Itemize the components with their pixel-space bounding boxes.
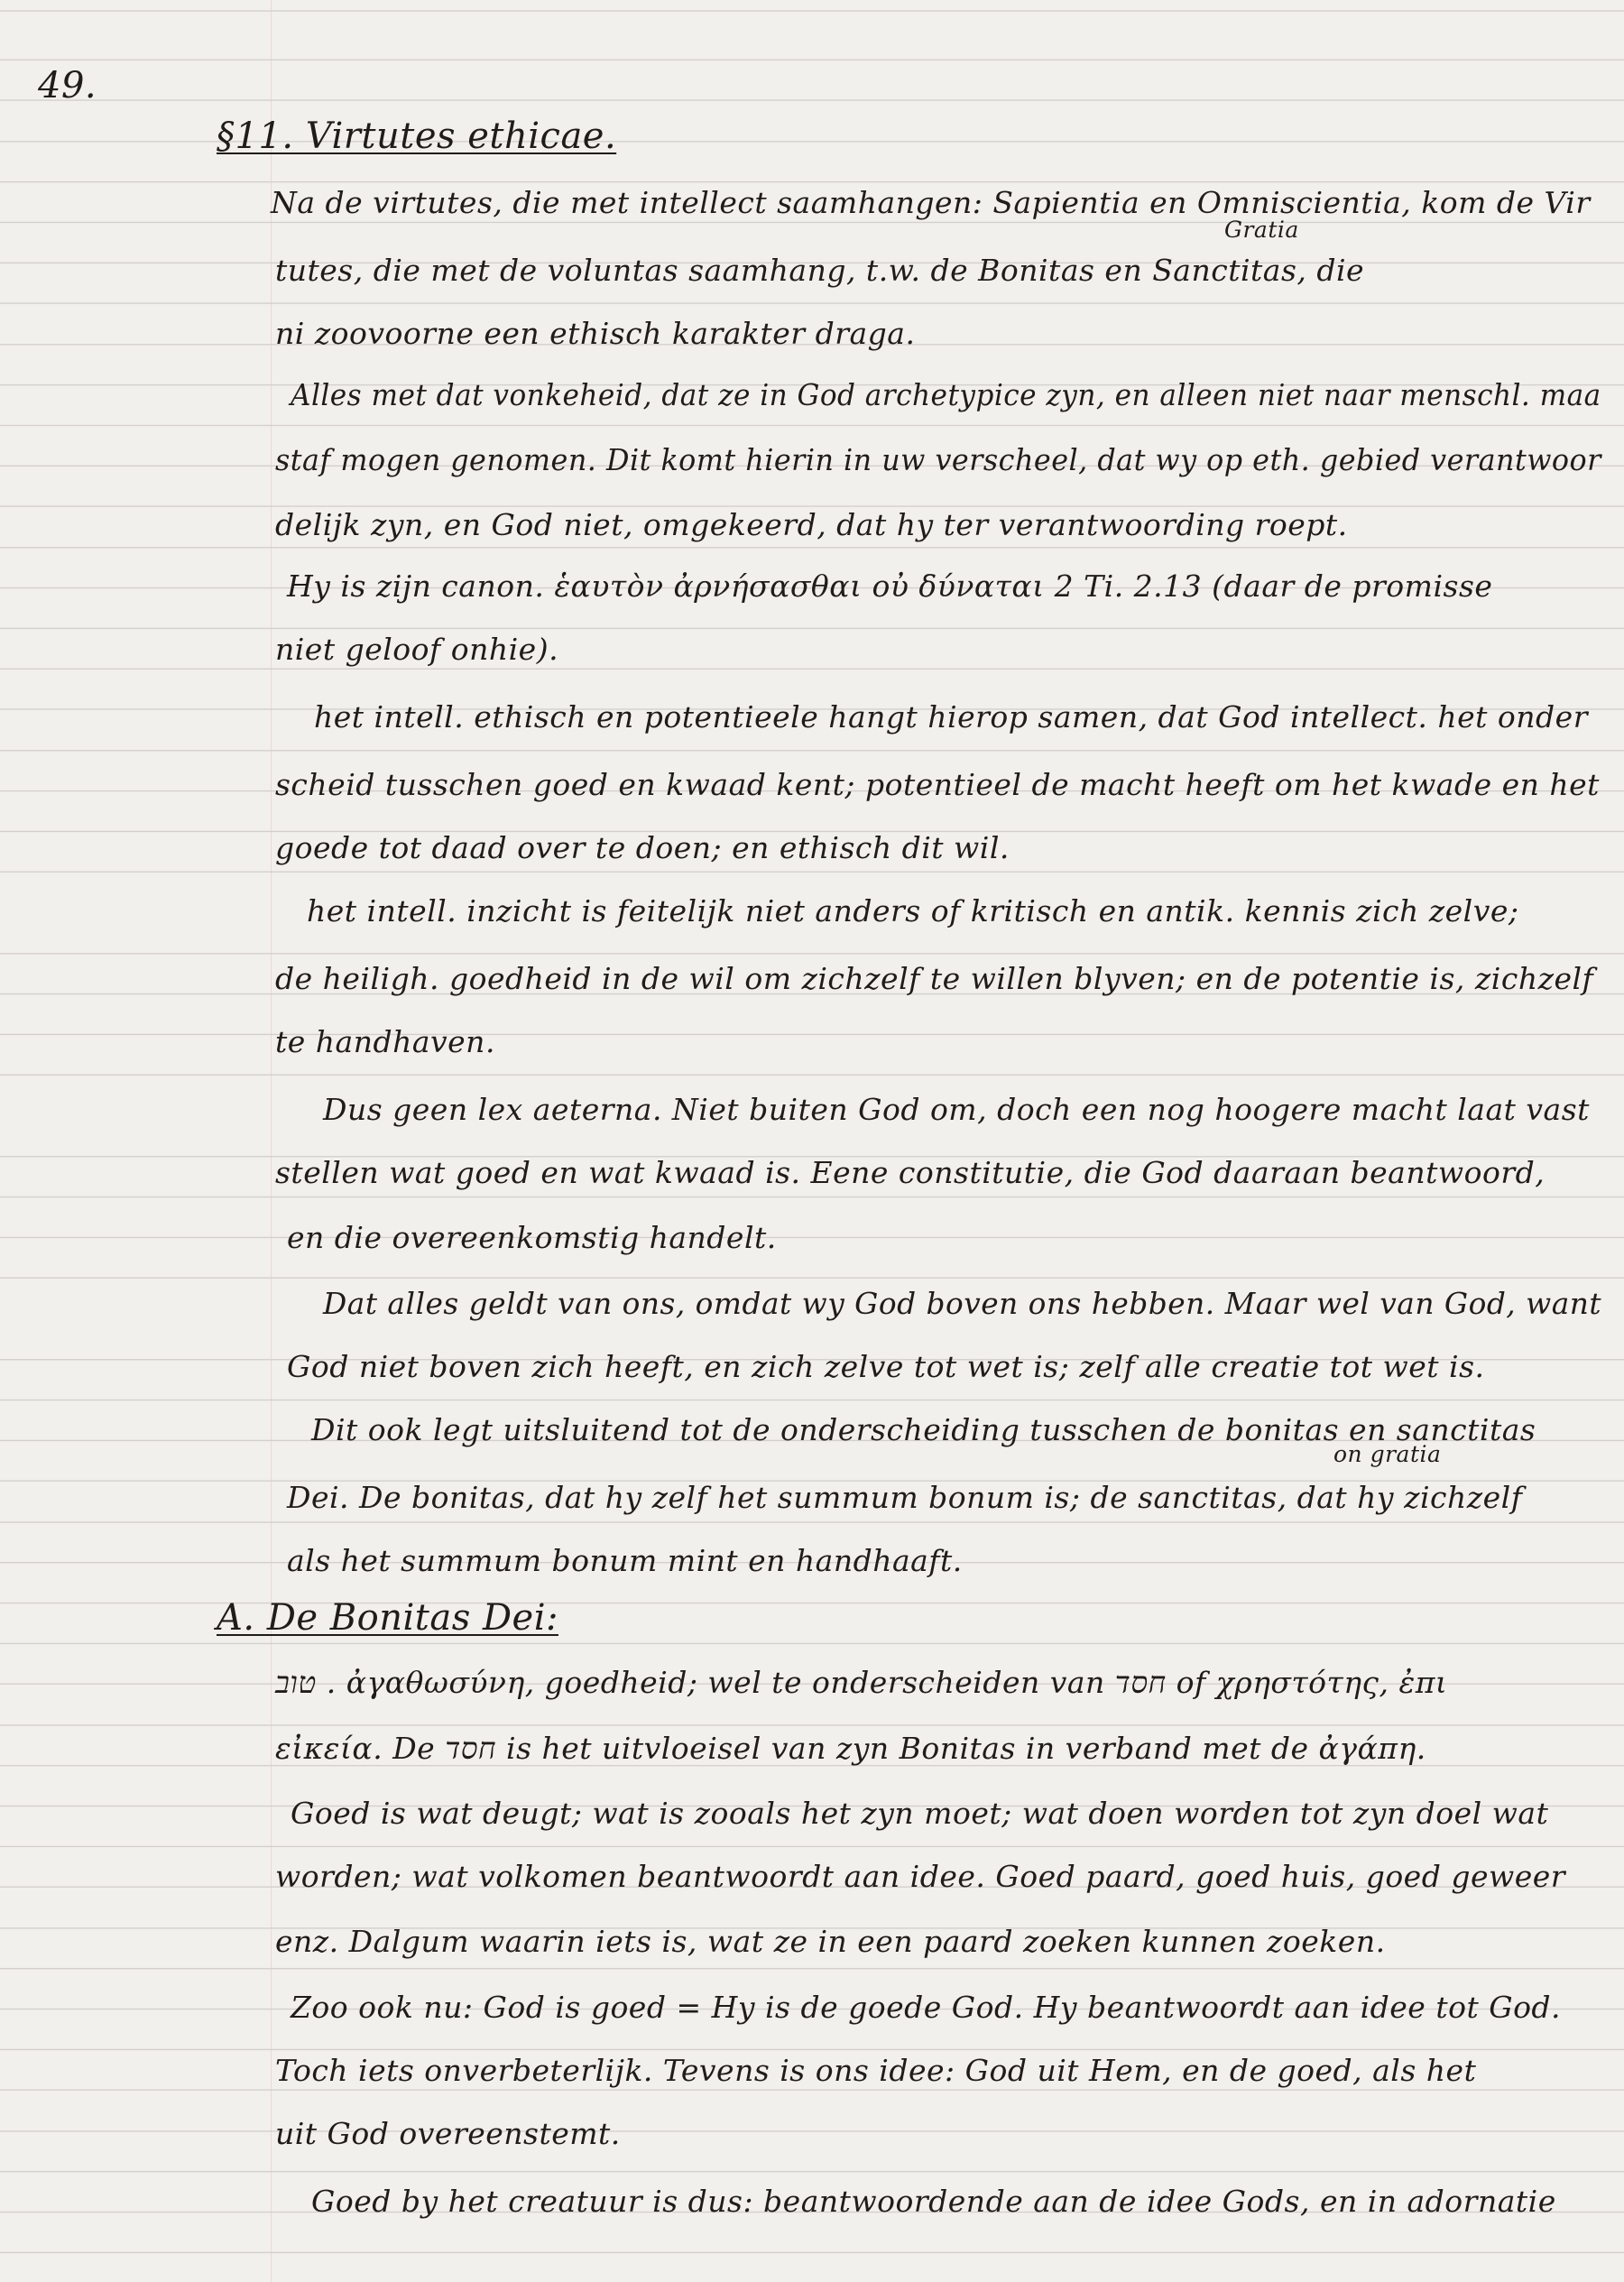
- text-line: ni zoovoorne een ethisch karakter draga.: [275, 316, 916, 351]
- text-line: Hy is zijn canon. ἑαυτὸν ἀρνήσασθαι οὐ δύναται 2 Ti. 2.13 (daar de promisse: [287, 568, 1493, 604]
- insertion-gratia: Gratia: [1224, 217, 1299, 243]
- text-line: Dei. De bonitas, dat hy zelf het summum bonum is; de sanctitas, dat hy zichzelf: [287, 1480, 1523, 1515]
- text-line: niet geloof onhie).: [275, 632, 559, 667]
- text-line: Alles met dat vonkeheid, dat ze in God archetypice zyn, en alleen niet naar menschl. maa: [291, 377, 1601, 412]
- text-line: scheid tusschen goed en kwaad kent; potentieel de macht heeft om het kwade en het: [275, 767, 1600, 802]
- text-line: goede tot daad over te doen; en ethisch dit wil.: [275, 830, 1010, 865]
- text-line: worden; wat volkomen beantwoordt aan idee. Goed paard, goed huis, goed geweer: [275, 1859, 1566, 1894]
- insertion-on-gratia: on gratia: [1333, 1441, 1442, 1467]
- margin-line: [271, 0, 272, 2282]
- text-line: tutes, die met de voluntas saamhang, t.w. de Bonitas en Sanctitas, die: [275, 253, 1365, 288]
- text-line: het intell. inzicht is feitelijk niet anders of kritisch en antik. kennis zich zelve;: [307, 893, 1519, 929]
- text-line: te handhaven.: [275, 1024, 495, 1059]
- text-line: enz. Dalgum waarin iets is, wat ze in een paard zoeken kunnen zoeken.: [275, 1924, 1386, 1959]
- text-line: de heiligh. goedheid in de wil om zichzelf te willen blyven; en de potentie is, zichzelf: [275, 961, 1594, 996]
- text-line: Dit ook legt uitsluitend tot de onderscheiding tusschen de bonitas en sanctitas: [311, 1412, 1536, 1447]
- text-line: Dus geen lex aeterna. Niet buiten God om, doch een nog hoogere macht laat vast: [323, 1092, 1590, 1127]
- text-line: God niet boven zich heeft, en zich zelve tot wet is; zelf alle creatie tot wet is.: [287, 1349, 1485, 1384]
- text-line: delijk zyn, en God niet, omgekeerd, dat hy ter verantwoording roept.: [275, 507, 1348, 542]
- section-a-heading: A. De Bonitas Dei:: [217, 1597, 558, 1639]
- text-line: stellen wat goed en wat kwaad is. Eene constitutie, die God daaraan beantwoord,: [275, 1155, 1546, 1190]
- text-line: staf mogen genomen. Dit komt hierin in uw verscheel, dat wy op eth. gebied verantwoor: [275, 442, 1601, 477]
- section-heading: §11. Virtutes ethicae.: [217, 115, 617, 157]
- text-line: Na de virtutes, die met intellect saamhangen: Sapientia en Omniscientia, kom de Vir: [271, 185, 1591, 220]
- text-line: Goed by het creatuur is dus: beantwoordende aan de idee Gods, en in adornatie: [311, 2184, 1556, 2219]
- text-line: het intell. ethisch en potentieele hangt hierop samen, dat God intellect. het onder: [314, 699, 1588, 734]
- text-line: טוב . ἀγαθωσύνη, goedheid; wel te onderscheiden van חסד of χρηστότης, ἐπι: [275, 1665, 1448, 1700]
- text-line: εἰκεία. De חסד is het uitvloeisel van zyn Bonitas in verband met de ἀγάπη.: [275, 1731, 1426, 1766]
- text-line: en die overeenkomstig handelt.: [287, 1220, 777, 1255]
- text-line: Zoo ook nu: God is goed = Hy is de goede God. Hy beantwoordt aan idee tot God.: [291, 1990, 1562, 2025]
- text-line: Dat alles geldt van ons, omdat wy God boven ons hebben. Maar wel van God, want: [323, 1286, 1602, 1321]
- text-line: Toch iets onverbeterlijk. Tevens is ons idee: God uit Hem, en de goed, als het: [275, 2053, 1477, 2088]
- text-line: als het summum bonum mint en handhaaft.: [287, 1543, 963, 1578]
- text-line: Goed is wat deugt; wat is zooals het zyn moet; wat doen worden tot zyn doel wat: [291, 1796, 1549, 1831]
- text-line: uit God overeenstemt.: [275, 2116, 621, 2151]
- page-number: 49.: [38, 65, 97, 106]
